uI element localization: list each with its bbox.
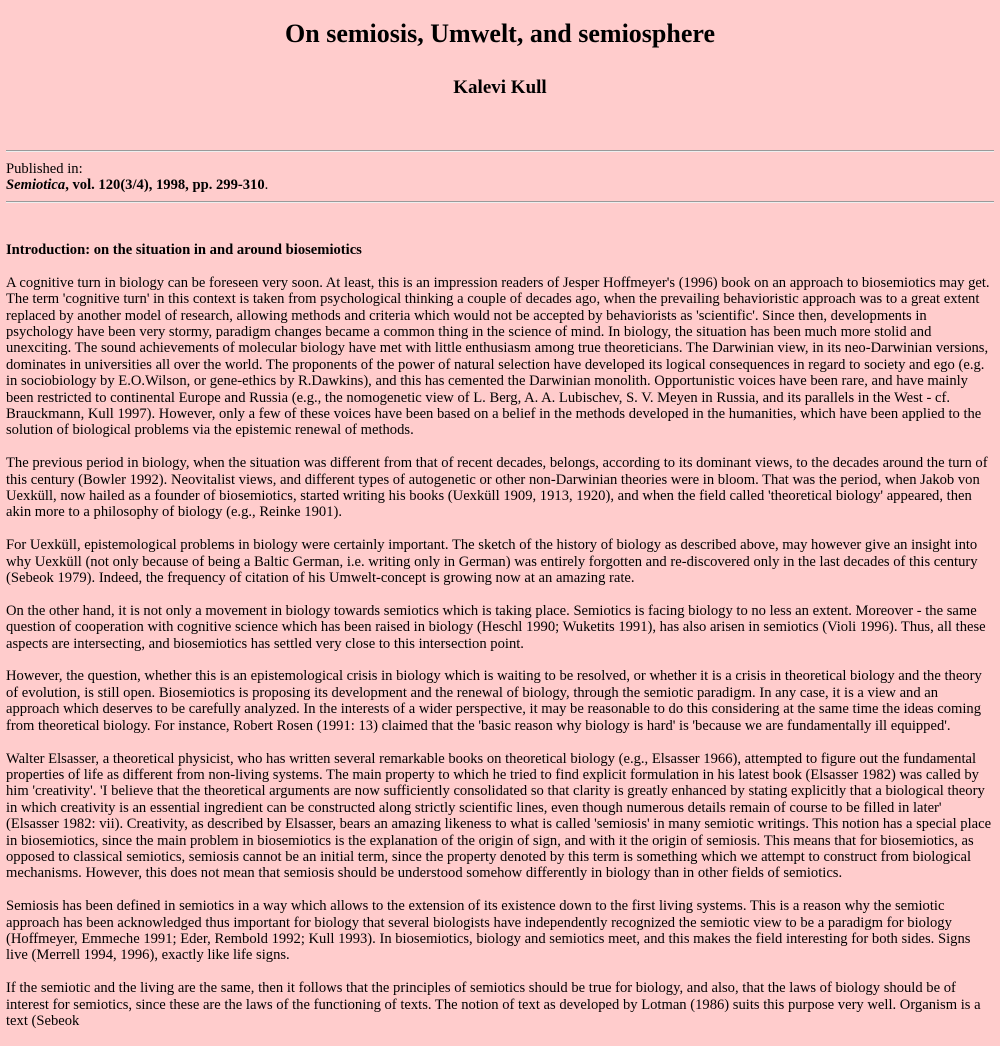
journal-name: Semiotica [6, 177, 66, 194]
published-in-label: Published in: [6, 161, 83, 177]
section-heading: Introduction: on the situation in and around biosemiotics [6, 242, 362, 258]
paragraph: Walter Elsasser, a theoretical physicist, who has written several remarkable books on theoretical biology (e.g., Elsasser 1966), attempted to figure out the fundamental properties of life as different from non-living systems. The main property to which he tried to find explicit formulation in his latest book (Elsasser 1982) was called by him 'creativity'. 'I believe that the theoretical arguments are now sufficiently consolidated so that clarity is greatly enhanced by stating explicitly that a biological theory in which creativity is an essential ingredient can be constructed along strictly scientific lines, even though numerous details remain of course to be filled in later' (Elsasser 1982: vii). Creativity, as described by Elsasser, bears an amazing likeness to what is called 'semiosis' in many semiotic writings. This notion has a special place in biosemiotics, since the main problem in biosemiotics is the explanation of the origin of sign, and with it the origin of semiosis. This means that for biosemiotics, as opposed to classical semiotics, semiosis cannot be an initial term, since the property denoted by this term is something which we attempt to construct from biological mechanisms. However, this does not mean that semiosis should be understood somehow differently in biology than in other fields of semiotics. [6, 750, 992, 882]
publication-info [6, 161, 994, 194]
divider-top [6, 150, 994, 152]
paragraph: For Uexküll, epistemological problems in biology were certainly important. The sketch of the history of biology as described above, may however give an insight into why Uexküll (not only because of being a Baltic German, i.e. writing only in German) was entirely forgotten and re-discovered only in the last decades of this century (Sebeok 1979). Indeed, the frequency of citation of his Umwelt-concept is growing now at an amazing rate. [6, 537, 978, 587]
paragraph: A cognitive turn in biology can be foreseen very soon. At least, this is an impression readers of Jesper Hoffmeyer's (1996) book on an approach to biosemiotics may get. The term 'cognitive turn' in this context is taken from psychological thinking a couple of decades ago, when the prevailing behavioristic approach was to a great extent replaced by another model of research, allowing methods and criteria which would not be accepted by behaviorists as 'scientific'. Since then, developments in psychology have been very stormy, paradigm changes became a common thing in the science of mind. In biology, the situation has been much more stolid and unexciting. The sound achievements of molecular biology have met with little enthusiasm among true theoreticians. The Darwinian view, in its neo-Darwinian versions, dominates in universities all over the world. The proponents of the power of natural selection have developed its logical consequences in regard to society and ego (e.g. in sociobiology by E.O.Wilson, or gene-ethics by R.Dawkins), and this has cemented the Darwinian monolith. Opportunistic voices have been rare, and have mainly been restricted to continental Europe and Russia (e.g., the nomogenetic view of L. Berg, A. A. Lubischev, S. V. Meyen in Russia, and its parallels in the West - cf. Brauckmann, Kull 1997). However, only a few of these voices have been based on a belief in the methods developed in the humanities, which have been applied to the solution of biological problems via the epistemic renewal of methods. [6, 274, 990, 439]
paragraph: If the semiotic and the living are the same, then it follows that the principles of semiotics should be true for biology, and also, that the laws of biology should be of interest for semiotics, since these are the laws of the functioning of texts. The notion of text as developed by Lotman (1986) suits this purpose very well. Organism is a text (Sebeok [6, 980, 981, 1029]
article-body [6, 242, 994, 1046]
paragraph: However, the question, whether this is an epistemological crisis in biology which is waiting to be resolved, or whether it is a crisis in theoretical biology and the theory of evolution, is still open. Biosemiotics is proposing its development and the renewal of biology, through the semiotic paradigm. In any case, it is a view and an approach which deserves to be carefully analyzed. In the interests of a wider perspective, it may be reasonable to do this considering at the same time the ideas coming from theoretical biology. For instance, Robert Rosen (1991: 13) claimed that the 'basic reason why biology is hard' is 'because we are fundamentally ill equipped'. [6, 668, 982, 734]
page-title: On semiosis, Umwelt, and semiosphere [285, 19, 715, 48]
paragraph: Semiosis has been defined in semiotics in a way which allows to the extension of its existence down to the first living systems. This is a reason why the semiotic approach has been acknowledged thus important for biology that several biologists have independently recognized the semiotic view to be a paradigm for biology (Hoffmeyer, Emmeche 1991; Eder, Rembold 1992; Kull 1993). In biosemiotics, biology and semiotics meet, and this makes the field interesting for both sides. Signs live (Merrell 1994, 1996), exactly like life signs. [6, 898, 971, 964]
citation [6, 177, 265, 193]
divider-bottom [6, 201, 994, 203]
paragraph: The previous period in biology, when the situation was different from that of recent decades, belongs, according to its dominant views, to the decades around the turn of this century (Bowler 1992). Neovitalist views, and different types of autogenetic or other non-Darwinian theories were in bloom. That was the period, when Jakob von Uexküll, now hailed as a founder of biosemiotics, started writing his books (Uexküll 1909, 1913, 1920), and when the field called 'theoretical biology' appeared, then akin more to a philosophy of biology (e.g., Reinke 1901). [6, 455, 988, 521]
citation-end: . [264, 177, 269, 194]
paragraph: On the other hand, it is not only a movement in biology towards semiotics which is taking place. Semiotics is facing biology to no less an extent. Moreover - the same question of cooperation with cognitive science which has been raised in biology (Heschl 1990; Wuketits 1991), has also arisen in semiotics (Violi 1996). Thus, all these aspects are intersecting, and biosemiotics has settled very close to this intersection point. [6, 602, 986, 652]
citation-details: , vol. 120(3/4), 1998, pp. 299-310 [65, 177, 265, 194]
author-name: Kalevi Kull [453, 77, 547, 98]
